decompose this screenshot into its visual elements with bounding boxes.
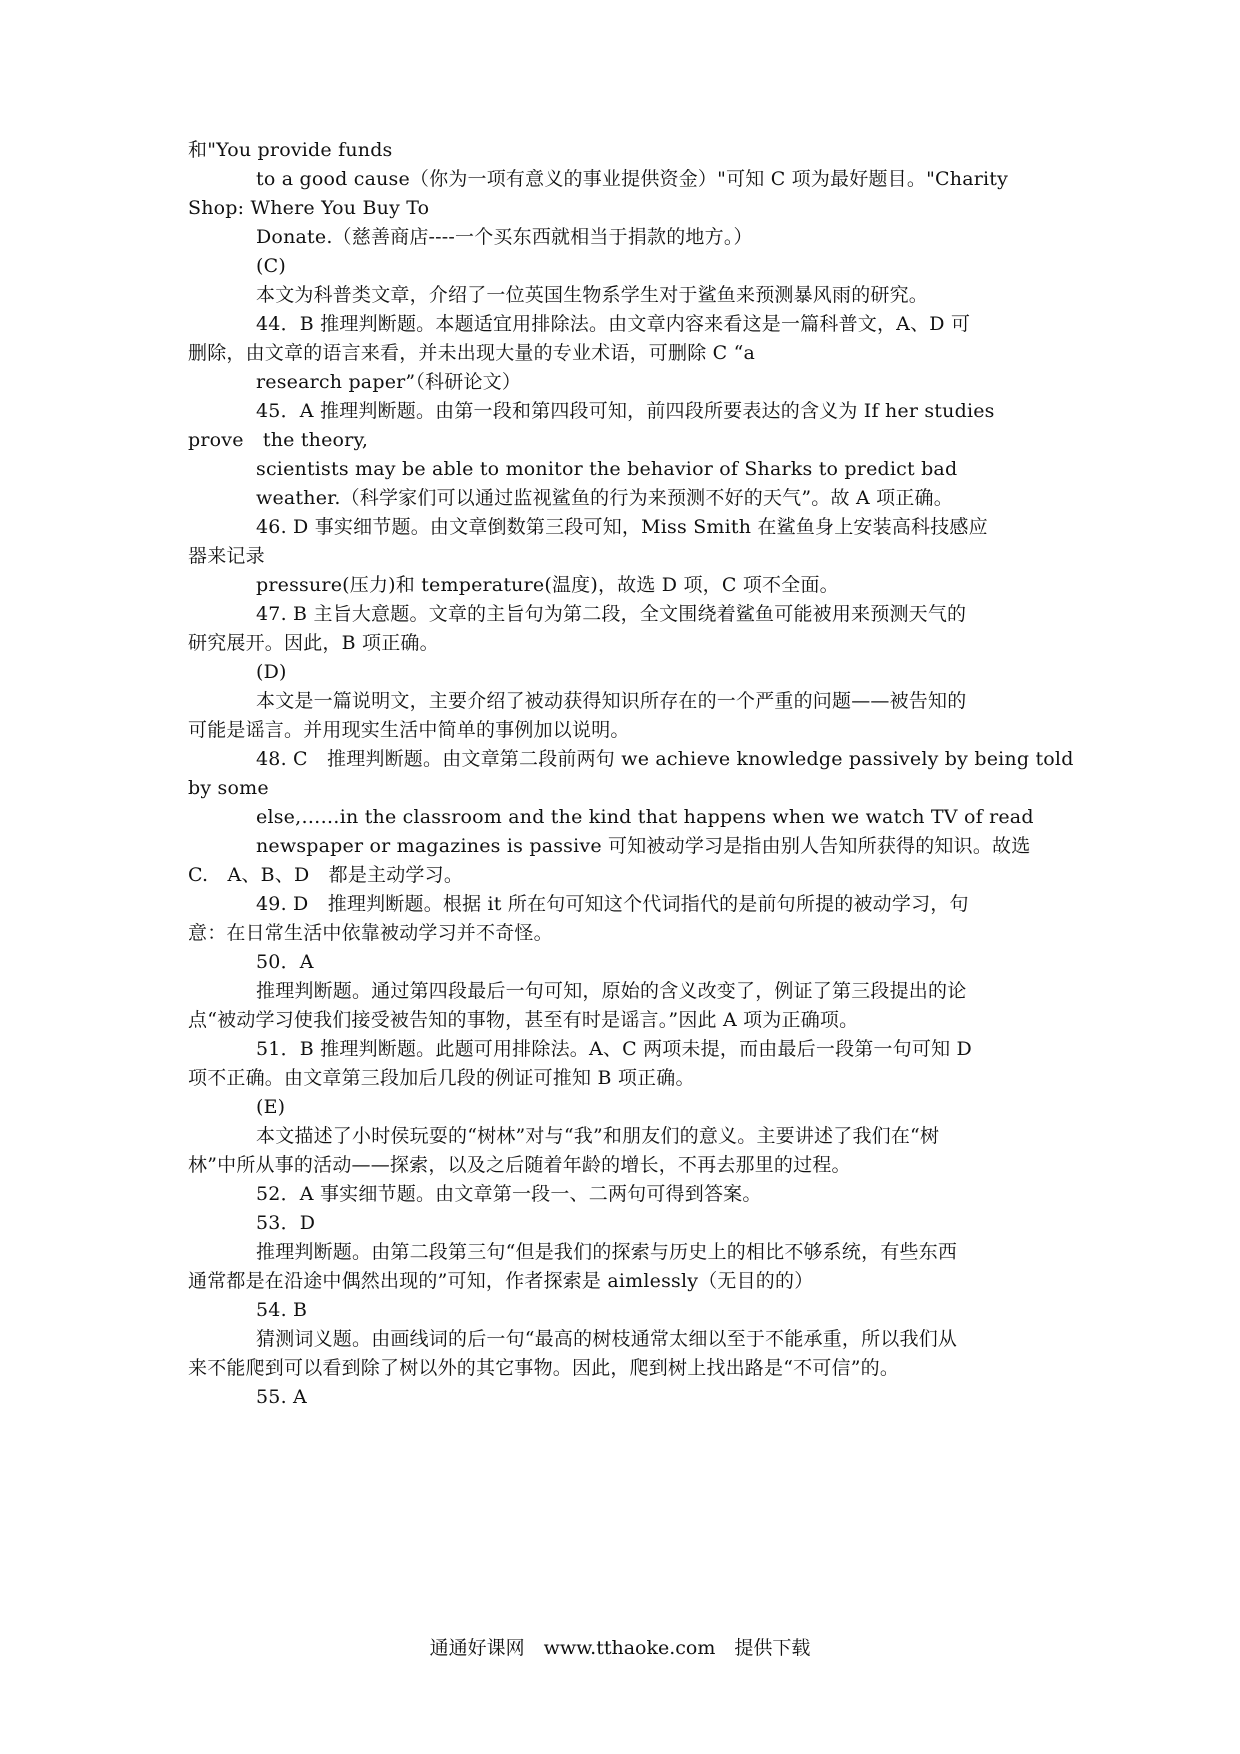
text-line: 意：在日常生活中依靠被动学习并不奇怪。 (188, 922, 553, 944)
answer-line: 50．A (256, 951, 314, 973)
answer-line: 49. D 推理判断题。根据 it 所在句可知这个代词指代的是前句所提的被动学习，句 (256, 893, 969, 915)
text-line: 林”中所从事的活动——探索，以及之后随着年龄的增长，不再去那里的过程。 (188, 1154, 851, 1176)
answer-line: 51．B 推理判断题。此题可用排除法。A、C 两项未提，而由最后一段第一句可知 D (256, 1038, 972, 1060)
answer-line: 52．A 事实细节题。由文章第一段一、二两句可得到答案。 (256, 1183, 762, 1205)
answer-line: 47. B 主旨大意题。文章的主旨句为第二段，全文围绕着鲨鱼可能被用来预测天气的 (256, 603, 967, 625)
text-line: 本文描述了小时侯玩耍的“树林”对与“我”和朋友们的意义。主要讲述了我们在“树 (256, 1125, 940, 1147)
answer-line: 53．D (256, 1212, 316, 1234)
text-line: 删除，由文章的语言来看，并未出现大量的专业术语，可删除 C “a (188, 342, 756, 364)
section-label: (C) (256, 255, 286, 277)
answer-line: 44．B 推理判断题。本题适宜用排除法。由文章内容来看这是一篇科普文，A、D 可 (256, 313, 971, 335)
page-footer: 通通好课网 www.tthaoke.com 提供下载 (429, 1637, 811, 1659)
text-line: 研究展开。因此，B 项正确。 (188, 632, 439, 654)
text-line: else,……in the classroom and the kind that happens when we watch TV of read (256, 806, 1034, 828)
text-line: 和"You provide funds (188, 139, 393, 161)
text-line: 器来记录 (188, 545, 265, 567)
text-line: newspaper or magazines is passive 可知被动学习是指由别人告知所获得的知识。故选 (256, 835, 1031, 857)
text-line: 本文是一篇说明文，主要介绍了被动获得知识所存在的一个严重的问题——被告知的 (256, 690, 967, 712)
answer-line: 46. D 事实细节题。由文章倒数第三段可知，Miss Smith 在鲨鱼身上安装高科技感应 (256, 516, 988, 538)
text-line: scientists may be able to monitor the behavior of Sharks to predict bad (256, 458, 958, 480)
text-line: 猜测词义题。由画线词的后一句“最高的树枝通常太细以至于不能承重，所以我们从 (256, 1328, 958, 1350)
text-line: 通常都是在沿途中偶然出现的”可知，作者探索是 aimlessly（无目的的） (188, 1270, 814, 1292)
text-line: 点“被动学习使我们接受被告知的事物，甚至有时是谣言。”因此 A 项为正确项。 (188, 1009, 859, 1031)
answer-line: 45．A 推理判断题。由第一段和第四段可知，前四段所要表达的含义为 If her studies (256, 400, 995, 422)
text-line: 本文为科普类文章，介绍了一位英国生物系学生对于鲨鱼来预测暴风雨的研究。 (256, 284, 929, 306)
text-line: 项不正确。由文章第三段加后几段的例证可推知 B 项正确。 (188, 1067, 695, 1089)
answer-line: 48. C 推理判断题。由文章第二段前两句 we achieve knowledge passively by being told (256, 748, 1074, 770)
text-line: Shop: Where You Buy To (188, 197, 430, 219)
text-line: C. A、B、D 都是主动学习。 (188, 864, 464, 886)
text-line: 推理判断题。通过第四段最后一句可知，原始的含义改变了，例证了第三段提出的论 (256, 980, 967, 1002)
text-line: to a good cause（你为一项有意义的事业提供资金）"可知 C 项为最好题目。"Charity (256, 168, 1009, 190)
answer-line: 55. A (256, 1386, 307, 1408)
text-line: weather.（科学家们可以通过监视鲨鱼的行为来预测不好的天气”。故 A 项正确。 (256, 487, 953, 509)
text-line: pressure(压力)和 temperature(温度)，故选 D 项，C 项不全面。 (256, 574, 839, 596)
section-label: (D) (256, 661, 287, 683)
text-line: Donate.（慈善商店----一个买东西就相当于捐款的地方。） (256, 226, 753, 248)
text-line: by some (188, 777, 269, 799)
section-label: (E) (256, 1096, 286, 1118)
answer-line: 54. B (256, 1299, 308, 1321)
text-line: 可能是谣言。并用现实生活中简单的事例加以说明。 (188, 719, 630, 741)
text-line: research paper”（科研论文） (256, 371, 522, 393)
text-line: prove the theory, (188, 429, 369, 451)
text-line: 来不能爬到可以看到除了树以外的其它事物。因此，爬到树上找出路是“不可信”的。 (188, 1357, 900, 1379)
text-line: 推理判断题。由第二段第三句“但是我们的探索与历史上的相比不够系统，有些东西 (256, 1241, 958, 1263)
